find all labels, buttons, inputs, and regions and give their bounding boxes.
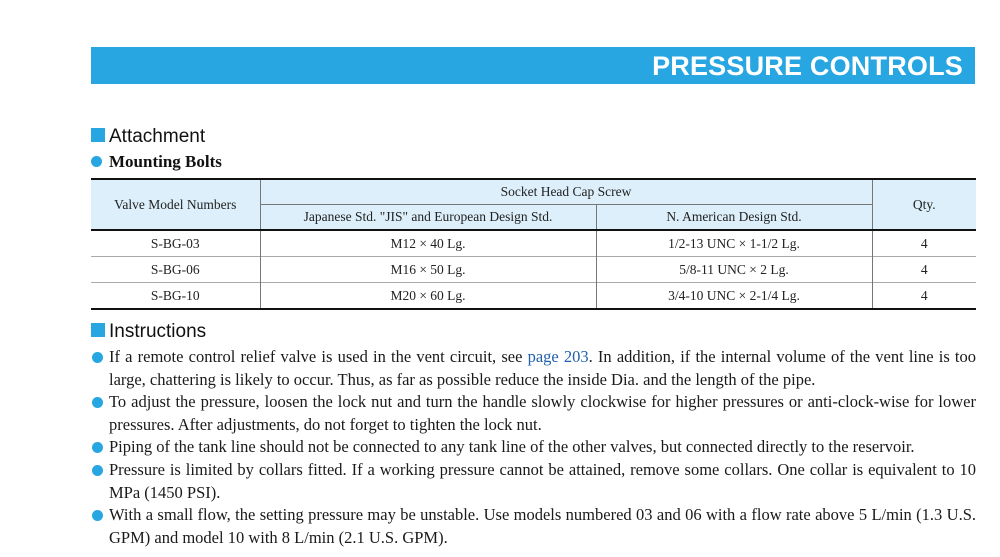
list-item xyxy=(91,346,976,391)
table-row xyxy=(91,283,976,310)
cell-qty: 4 xyxy=(872,257,976,283)
list-item xyxy=(91,436,976,459)
cell-na: 5/8-11 UNC × 2 Lg. xyxy=(596,257,872,283)
instruction-text: Pressure is limited by collars fitted. If a working pressure cannot be attained, remove some collars. One collar is equivalent to 10 MPa (1450 PSI). xyxy=(109,459,976,502)
table-row xyxy=(91,230,976,257)
cell-model: S-BG-06 xyxy=(91,257,260,283)
instruction-text: With a small flow, the setting pressure may be unstable. Use models numbered 03 and 06 with a flow rate above 5 L/min (1.3 U.S. GPM) and model 10 with 8 L/min (2.1 U.S. GPM). xyxy=(109,505,976,547)
cell-jis: M20 × 60 Lg. xyxy=(260,283,596,310)
instructions-heading-text: Instructions xyxy=(109,321,207,342)
square-bullet-icon xyxy=(91,128,105,142)
cell-na: 1/2-13 UNC × 1-1/2 Lg. xyxy=(596,230,872,257)
round-bullet-icon xyxy=(92,352,103,363)
section-banner xyxy=(91,47,975,84)
cell-qty: 4 xyxy=(872,230,976,257)
list-item xyxy=(91,504,976,549)
square-bullet-icon xyxy=(91,323,105,337)
mounting-bolts-text: Mounting Bolts xyxy=(109,152,222,171)
cell-model: S-BG-10 xyxy=(91,283,260,310)
instruction-text: Piping of the tank line should not be connected to any tank line of the other valves, but connected directly to the reservoir. xyxy=(109,437,915,457)
round-bullet-icon xyxy=(92,397,103,408)
instruction-text: To adjust the pressure, loosen the lock nut and turn the handle slowly clockwise for higher pressures or anti-clock-wise for lower pressures. After adjustments, do not forget to tighten the lock nut. xyxy=(109,392,976,434)
attachment-heading xyxy=(91,126,205,148)
round-bullet-icon xyxy=(91,156,102,167)
cell-qty: 4 xyxy=(872,283,976,310)
instruction-text: If a remote control relief valve is used in the vent circuit, see xyxy=(109,347,528,366)
round-bullet-icon xyxy=(92,442,103,453)
header-valve-model: Valve Model Numbers xyxy=(91,179,260,230)
cell-jis: M12 × 40 Lg. xyxy=(260,230,596,257)
header-north-american: N. American Design Std. xyxy=(596,205,872,231)
list-item xyxy=(91,391,976,436)
instruction-text: . In addition, if the internal volume of the vent line is too large, chattering is likely to occur. Thus, as far as possible reduce the inside Dia. and the length of the pipe. xyxy=(109,347,976,389)
header-socket-head-cap-screw: Socket Head Cap Screw xyxy=(260,179,872,205)
header-qty: Qty. xyxy=(872,179,976,230)
cell-jis: M16 × 50 Lg. xyxy=(260,257,596,283)
round-bullet-icon xyxy=(92,510,103,521)
cell-na: 3/4-10 UNC × 2-1/4 Lg. xyxy=(596,283,872,310)
list-item xyxy=(91,459,976,504)
mounting-bolts-subheading xyxy=(91,151,222,173)
table-row xyxy=(91,257,976,283)
attachment-heading-text: Attachment xyxy=(109,126,206,147)
header-jis: Japanese Std. "JIS" and European Design Std. xyxy=(260,205,596,231)
mounting-bolts-table xyxy=(91,178,976,310)
round-bullet-icon xyxy=(92,465,103,476)
page-203-link[interactable]: page 203 xyxy=(527,347,589,366)
banner-title: PRESSURE CONTROLS xyxy=(652,51,963,81)
instructions-list xyxy=(91,346,976,549)
instructions-heading xyxy=(91,321,206,343)
cell-model: S-BG-03 xyxy=(150,235,200,251)
